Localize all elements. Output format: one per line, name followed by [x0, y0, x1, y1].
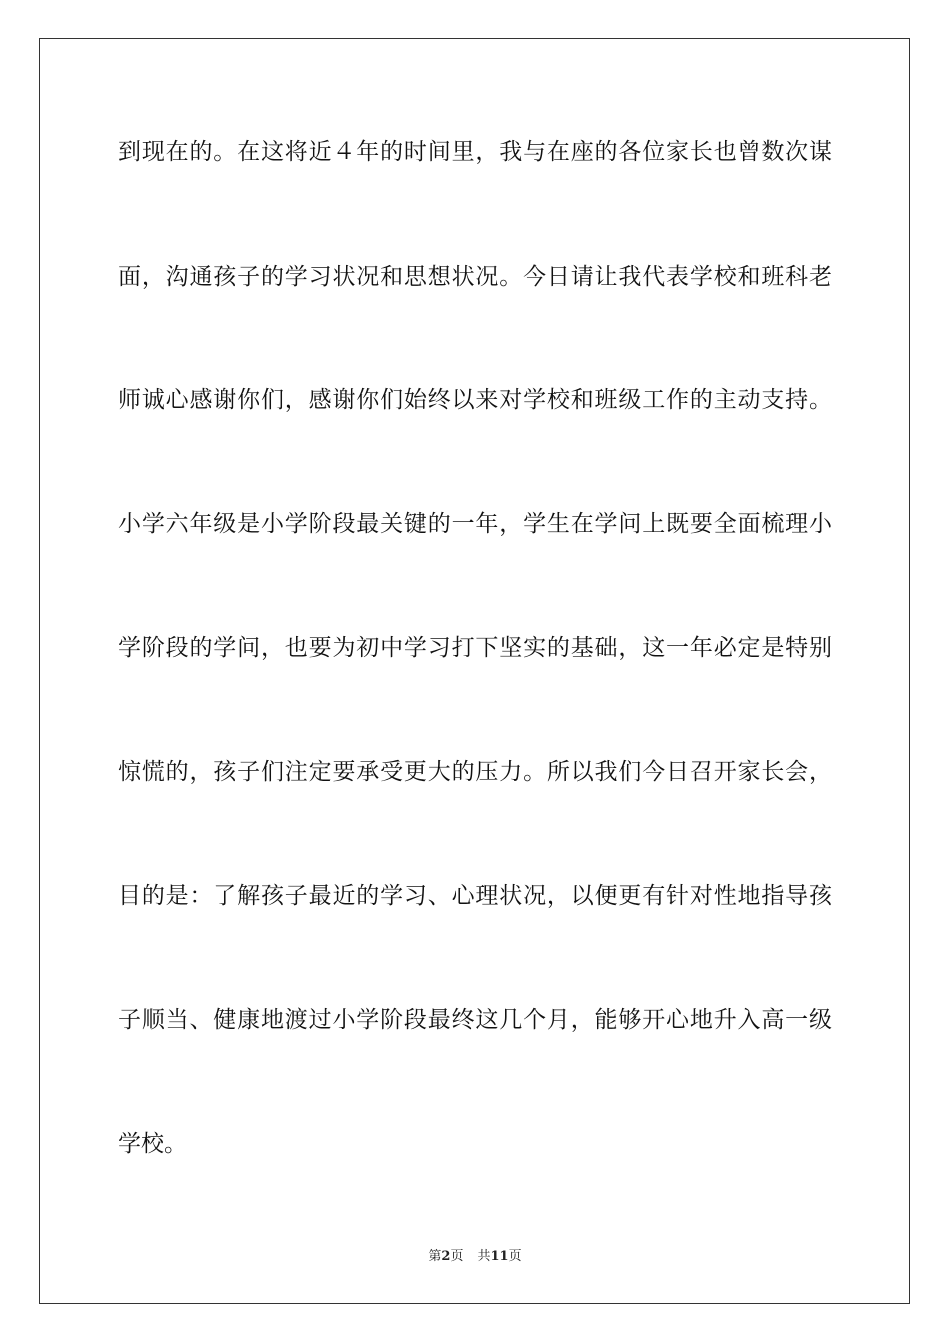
body-text-line-7: 目的是：了解孩子最近的学习、心理状况，以便更有针对性地指导孩	[118, 883, 832, 909]
body-text-line-5: 学阶段的学问，也要为初中学习打下坚实的基础，这一年必定是特别	[118, 635, 832, 661]
total-suffix: 页	[508, 1249, 522, 1264]
body-text-line-3: 师诚心感谢你们，感谢你们始终以来对学校和班级工作的主动支持。	[118, 387, 832, 413]
body-text-line-9: 学校。	[118, 1131, 187, 1157]
page-footer	[0, 1248, 950, 1266]
body-text-line-2: 面，沟通孩子的学习状况和思想状况。今日请让我代表学校和班科老	[118, 264, 832, 290]
body-text-line-6: 惊慌的，孩子们注定要承受更大的压力。所以我们今日召开家长会，	[118, 759, 832, 785]
page-prefix: 第	[428, 1249, 442, 1264]
page-suffix: 页	[450, 1249, 464, 1264]
total-pages: 11	[490, 1249, 509, 1264]
page-number: 2	[441, 1249, 451, 1264]
page-border	[39, 38, 910, 1304]
total-prefix: 共	[477, 1249, 491, 1264]
body-text-line-8: 子顺当、健康地渡过小学阶段最终这几个月，能够开心地升入高一级	[118, 1007, 832, 1033]
body-text-line-1: 到现在的。在这将近４年的时间里，我与在座的各位家长也曾数次谋	[118, 139, 832, 165]
body-text-line-4: 小学六年级是小学阶段最关键的一年，学生在学问上既要全面梳理小	[118, 511, 832, 537]
